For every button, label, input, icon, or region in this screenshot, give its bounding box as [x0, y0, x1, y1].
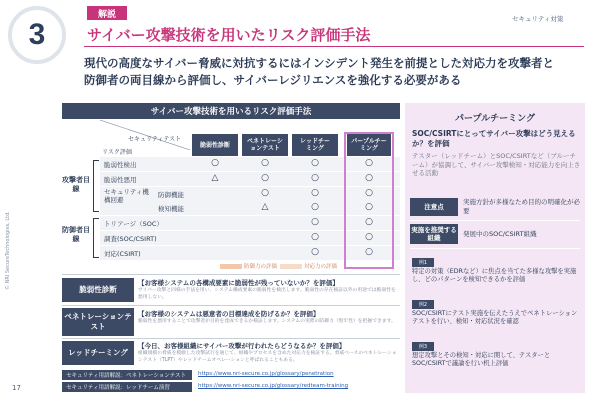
purple-tag-recommended-text: 発展中のSOC/CSIRT組織 — [463, 230, 537, 238]
mark-r6-c2: ○ — [311, 247, 319, 257]
method-text-pentest: 脆弱性を悪用することで攻撃者が目的を達成できるか検証します。システムの実際の防御力（堅牢性）を把握できます。 — [138, 319, 396, 324]
legend-label-response: 対応力の評価 — [304, 264, 338, 270]
method-heading-vuln: 【お客様システムの各構成要素に脆弱性が残っていないか？を評価】 — [138, 279, 339, 287]
mark-r5-c2: ○ — [311, 232, 319, 242]
glossary-label-redteam: セキュリティ用語解説：レッドチーム演習 — [62, 382, 192, 392]
legend-response — [280, 262, 337, 270]
explanation-badge: 解説 — [87, 6, 127, 20]
method-label-vuln: 脆弱性診断 — [62, 278, 134, 302]
glossary-label-pentest: セキュリティ用語解説：ペネトレーションテスト — [62, 370, 192, 380]
legend-label-defense: 防御力の評価 — [244, 264, 278, 270]
row-label-vuln-exploit: 脆弱性悪用 — [104, 176, 137, 184]
mark-r4-c2: ○ — [311, 217, 319, 227]
method-divider — [62, 338, 400, 339]
mark-r0-c1: ○ — [261, 158, 269, 168]
method-divider — [62, 274, 400, 275]
mark-r2-c1: ○ — [261, 188, 269, 198]
copyright: © NRI SecureTechnologies, Ltd. — [5, 211, 11, 290]
page-number: 17 — [12, 384, 21, 392]
group-label-defender: 防御者目線 — [62, 226, 90, 243]
mark-r1-c1: ○ — [261, 173, 269, 183]
mark-r3-c2: ○ — [311, 202, 319, 212]
mark-r3-c3: ○ — [365, 202, 373, 212]
purple-panel-title: パープルチーミング — [454, 114, 535, 124]
mark-r2-c2: ○ — [311, 188, 319, 198]
mark-r3-c1: △ — [261, 202, 269, 212]
mark-r0-c2: ○ — [311, 158, 319, 168]
row-label-investigation: 調査(SOC/CSIRT) — [104, 235, 157, 243]
mark-r1-c3: ○ — [365, 173, 373, 183]
col-header-purpleteam: パープルチーミング — [347, 134, 391, 156]
mark-r5-c3: ○ — [365, 232, 373, 242]
purple-panel-description: テスター（レッドチーム）とSOC/CSIRTなど（ブルーチーム）が協調して、サイバー攻撃検知・対応能力を向上させる活動 — [412, 152, 581, 177]
method-label-redteam: レッドチーミング — [62, 341, 134, 365]
row-label-evasion: セキュリティ機構回避 — [104, 188, 149, 204]
method-label-pentest: ペネトレーションテスト — [62, 308, 134, 336]
example-text-3: 想定攻撃とその検知・対応に関して、テスターとSOC/CSIRTで議論を行い机上評価 — [412, 352, 551, 368]
method-heading-redteam: 【今日、お客様組織にサイバー攻撃が行われたらどうなるか？を評価】 — [138, 342, 346, 350]
purple-panel-question: SOC/CSIRTにとってサイバー攻撃はどう見えるか？を評価 — [412, 129, 576, 148]
row-label-triage: トリアージ（SOC） — [104, 220, 163, 228]
mark-r4-c3: ○ — [365, 217, 373, 227]
group-bracket-attacker — [93, 160, 99, 212]
method-text-redteam: 組織規模の脅威を模倣した攻撃試行を通じて、組織やプロセスを含めた対応力を検証する。脅威ベースのペネトレーションテスト（TLPT）やレッドチームオペレーションと呼ばれることもある。 — [138, 351, 397, 363]
risk-evaluation-table — [62, 120, 400, 272]
purple-tag-recommended: 実施を推奨する組織 — [411, 226, 457, 242]
method-text-vuln: サイバー攻撃と同様の手法を用い、システム構成要素の脆弱性を検出します。脆弱性の存在検証以外の用途では脆弱性を悪用しない。 — [138, 288, 396, 300]
example-text-2: SOC/CSIRTにテスト実施を伝えたうえでペネトレーションテストを行い、検知・対応状況を確認 — [412, 310, 578, 326]
corner-bottom-label: リスク評価 — [102, 149, 132, 156]
legend-swatch-response — [280, 264, 302, 269]
purple-tag-caution: 注意点 — [410, 198, 458, 216]
purple-tag-caution-text: 実施方針が多様なため目的の明確化が必要 — [463, 198, 580, 215]
group-bracket-defender — [93, 218, 99, 258]
mark-r0-c3: ○ — [365, 158, 373, 168]
group-label-attacker: 攻撃者目線 — [62, 176, 90, 193]
purple-column-highlight — [344, 132, 394, 269]
legend-defense — [220, 262, 277, 270]
glossary-link-pentest[interactable]: https://www.nri-secure.co.jp/glossary/penetration — [198, 371, 334, 377]
mark-r1-c2: ○ — [311, 173, 319, 183]
title-divider — [84, 46, 584, 47]
purple-divider — [410, 248, 580, 249]
section-number: 3 — [28, 18, 46, 51]
mark-r2-c3: ○ — [365, 188, 373, 198]
legend-swatch-defense — [220, 264, 242, 269]
page-title: サイバー攻撃技術を用いたリスク評価手法 — [87, 26, 371, 44]
table-title: サイバー攻撃技術を用いるリスク評価手法 — [62, 103, 400, 119]
col-header-pentest: ペネトレーションテスト — [242, 134, 288, 156]
example-text-1: 特定の対策（EDRなど）に焦点を当てた多様な攻撃を実施し、どのパターンを検知できるかを評価 — [412, 268, 577, 284]
corner-top-label: セキュリティテスト — [128, 136, 182, 143]
row-sublabel-detect: 検知機能 — [158, 205, 184, 213]
method-heading-pentest: 【お客様のシステムは悪意者の目標達成を防げるか？を評価】 — [138, 310, 320, 318]
mark-r1-c0: △ — [211, 173, 219, 183]
category-label: セキュリティ対策 — [512, 15, 564, 23]
page-subtitle: 現代の高度なサイバー脅威に対抗するにはインシデント発生を前提とした対応力を攻撃者と防御者の両目線から評価し、サイバーレジリエンスを強化する必要がある — [84, 56, 554, 87]
glossary-link-redteam[interactable]: https://www.nri-secure.co.jp/glossary/redteam-training — [198, 383, 349, 389]
mark-r0-c0: ○ — [211, 158, 219, 168]
example-badge-1: 例1 — [412, 258, 434, 267]
example-badge-2: 例2 — [412, 300, 434, 309]
col-header-redteam: レッドチーミング — [292, 134, 338, 156]
section-number-circle — [8, 6, 66, 64]
row-sublabel-defense: 防御機能 — [158, 191, 184, 199]
row-label-vuln-detect: 脆弱性検出 — [104, 161, 137, 169]
method-divider — [62, 305, 400, 306]
purple-divider — [410, 220, 580, 221]
col-header-vuln: 脆弱性診断 — [192, 134, 238, 156]
mark-r6-c3: ○ — [365, 247, 373, 257]
row-label-response: 対応(CSIRT) — [104, 250, 141, 258]
example-badge-3: 例3 — [412, 342, 434, 351]
